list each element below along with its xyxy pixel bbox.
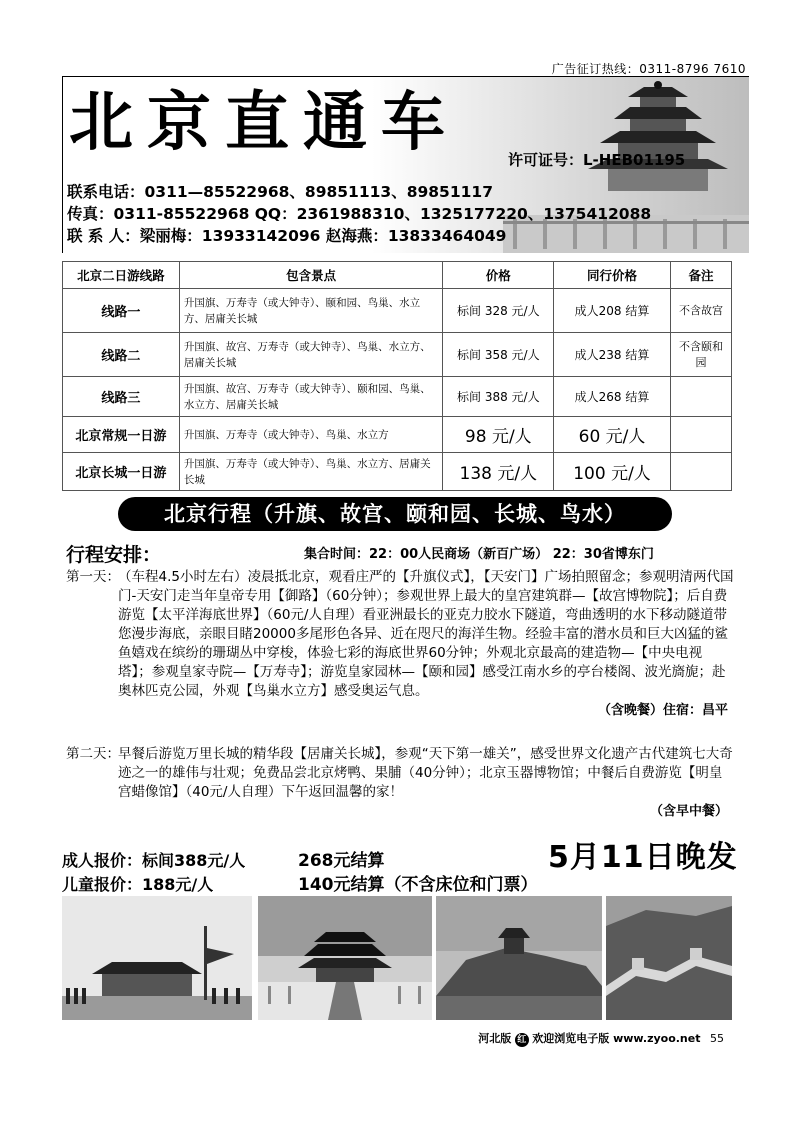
contact-phone: 联系电话：0311—85522968、89851113、89851117 (67, 183, 493, 201)
route-price: 标间 388 元/人 (443, 377, 554, 417)
table-row (63, 289, 732, 333)
edition-badge-icon: 红 (515, 1033, 529, 1047)
route-name: 北京长城一日游 (63, 453, 180, 491)
gather-time: 集合时间：22：00人民商场（新百广场） 22：30省博东门 (304, 547, 654, 562)
day-two-label: 第二天： (66, 746, 120, 762)
route-spots: 升国旗、故宫、万寿寺（或大钟寺）、鸟巢、水立方、居庸关长城 (179, 333, 443, 377)
table-row (63, 377, 732, 417)
schedule-label: 行程安排： (66, 544, 162, 566)
adult-settle-price: 268元结算 (298, 851, 385, 871)
great-wall-photo (606, 896, 732, 1020)
route-price: 138 元/人 (443, 453, 554, 491)
route-spots: 升国旗、万寿寺（或大钟寺）、鸟巢、水立方 (179, 417, 443, 453)
table-header-row (63, 262, 732, 289)
edition-label: 河北版 (478, 1032, 512, 1045)
ad-hotline: 广告征订热线：0311-8796 7610 (551, 62, 746, 76)
route-note (670, 377, 731, 417)
child-settle-price: 140元结算（不含床位和门票） (298, 875, 538, 895)
day-two-text: 早餐后游览万里长城的精华段【居庸关长城】，参观“天下第一雄关”，感受世界文化遗产古代建筑七大奇迹之一的雄伟与壮观；免费品尝北京烤鸭、果脯（40分钟）；北京玉器博物馆；中餐后自费游览【明皇宫蜡像馆】（40元/人自理）下午返回温馨的家！ (118, 746, 733, 800)
route-spots: 升国旗、故宫、万寿寺（或大钟寺）、颐和园、鸟巢、水立方、居庸关长城 (179, 377, 443, 417)
contact-fax-qq: 传真：0311-85522968 QQ：2361988310、1325177220、1375412088 (67, 205, 652, 223)
route-peer-price: 成人238 结算 (554, 333, 671, 377)
route-peer-price: 成人268 结算 (554, 377, 671, 417)
day-two-block (66, 745, 734, 821)
route-note: 不含故宫 (670, 289, 731, 333)
itinerary-banner: 北京行程（升旗、故宫、颐和园、长城、鸟水） (118, 497, 672, 531)
route-note: 不含颐和园 (670, 333, 731, 377)
routes-table (62, 261, 732, 491)
route-peer-price: 成人208 结算 (554, 289, 671, 333)
table-row (63, 333, 732, 377)
route-peer-price: 100 元/人 (554, 453, 671, 491)
table-row (63, 453, 732, 491)
route-note (670, 453, 731, 491)
summer-palace-photo (436, 896, 602, 1020)
table-header: 包含景点 (179, 262, 443, 289)
route-note (670, 417, 731, 453)
license-number: 许可证号：L-HEB01195 (508, 151, 686, 169)
day-two-meal: （含早中餐） (649, 804, 728, 819)
route-name: 北京常规一日游 (63, 417, 180, 453)
table-header: 备注 (670, 262, 731, 289)
route-name: 线路三 (63, 377, 180, 417)
temple-of-heaven-image (568, 81, 748, 191)
route-spots: 升国旗、万寿寺（或大钟寺）、鸟巢、水立方、居庸关长城 (179, 453, 443, 491)
header-panel (62, 76, 749, 253)
departure-date: 5月11日晚发 (548, 840, 738, 875)
tiananmen-photo (62, 896, 252, 1020)
day-one-block (66, 568, 734, 720)
adult-price: 成人报价：标间388元/人 (62, 851, 246, 870)
footer-welcome: 欢迎浏览电子版 www.zyoo.net (532, 1032, 701, 1045)
route-name: 线路二 (63, 333, 180, 377)
contact-person: 联 系 人：梁丽梅：13933142096 赵海燕：13833464049 (67, 227, 507, 245)
route-price: 标间 328 元/人 (443, 289, 554, 333)
route-price: 标间 358 元/人 (443, 333, 554, 377)
table-header: 北京二日游线路 (63, 262, 180, 289)
day-one-text: （车程4.5小时左右）凌晨抵北京，观看庄严的【升旗仪式】，【天安门】广场拍照留念；参观明清两代国门-天安门走当年皇帝专用【御路】（60分钟）；参观世界上最大的皇宫建筑群—【故宫博物院】；后自费游览【太平洋海底世界】（60元/人自理）看亚洲最长的亚克力胶水下隧道，弯曲透明的水下移动隧道带您漫步海底，亲眼目睹20000多尾形色各异、近在咫尺的海洋生物。经验丰富的潜水员和巨大凶猛的鲨鱼嬉戏在缤纷的珊瑚丛中穿梭，体验七彩的海底世界60分钟；外观北京最高的建造物—【中央电视塔】；参观皇家寺院—【万寿寺】；游览皇家园林—【颐和园】感受江南水乡的亭台楼阁、波光旖旎；赴奥林匹克公园，外观【鸟巢水立方】感受奥运气息。 (118, 569, 734, 699)
route-spots: 升国旗、万寿寺（或大钟寺）、颐和园、鸟巢、水立方、居庸关长城 (179, 289, 443, 333)
page-title: 北京直通车 (69, 85, 459, 160)
day-one-meal: （含晚餐）住宿：昌平 (597, 703, 728, 718)
route-peer-price: 60 元/人 (554, 417, 671, 453)
day-one-label: 第一天： (66, 569, 120, 585)
table-row (63, 417, 732, 453)
child-price: 儿童报价：188元/人 (62, 875, 214, 894)
temple-of-heaven-photo (258, 896, 432, 1020)
route-name: 线路一 (63, 289, 180, 333)
table-header: 价格 (443, 262, 554, 289)
footer (478, 1030, 724, 1047)
route-price: 98 元/人 (443, 417, 554, 453)
page-number: 55 (710, 1032, 724, 1045)
table-header: 同行价格 (554, 262, 671, 289)
